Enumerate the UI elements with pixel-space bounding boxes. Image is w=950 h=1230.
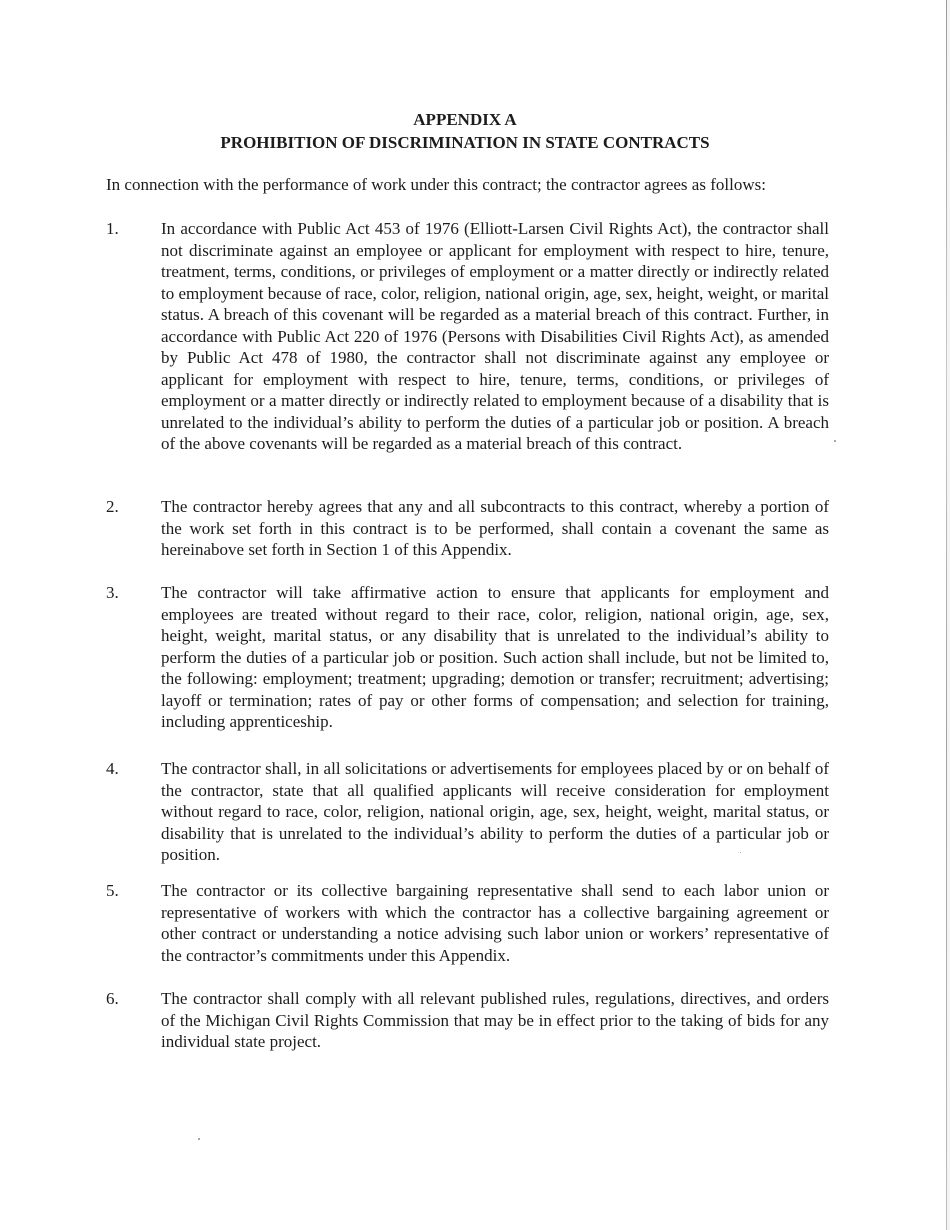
item-text: The contractor hereby agrees that any and all subcontracts to this contract, whereby a portion of the work set forth in this contract is to be performed, shall contain a covenant the same as hereinabove set forth in Section 1 of this Appendix. <box>161 497 829 559</box>
scan-speck <box>198 1138 200 1140</box>
item-number: 1. <box>106 219 119 238</box>
list-item <box>106 758 830 868</box>
list-item <box>106 496 830 566</box>
item-number: 2. <box>106 497 119 516</box>
item-text: The contractor will take affirmative action to ensure that applicants for employment and employees are treated without regard to their race, color, religion, national origin, age, sex, height, weight, marital status, or any disability that is unrelated to the individual’s ability to perform the duties of a particular job or position. Such action shall include, but not be limited to, the following: employment; treatment; upgrading; demotion or transfer; recruitment; advertising; layoff or termination; rates of pay or other forms of compensation; and selection for training, including apprenticeship. <box>161 583 829 731</box>
list-item <box>106 218 830 478</box>
item-text: The contractor shall comply with all relevant published rules, regulations, directives, and orders of the Michigan Civil Rights Commission that may be in effect prior to the taking of bids for any individual state project. <box>161 989 829 1051</box>
item-number: 4. <box>106 759 119 778</box>
list-item <box>106 880 830 972</box>
scan-edge-line <box>946 0 947 1230</box>
item-number: 5. <box>106 881 119 900</box>
list-item <box>106 582 830 742</box>
item-number: 3. <box>106 583 119 602</box>
item-text: The contractor shall, in all solicitations or advertisements for employees placed by or on behalf of the contractor, state that all qualified applicants will receive consideration for employment without regard to race, color, religion, national origin, age, sex, height, weight, marital status, or disability that is unrelated to the individual’s ability to perform the duties of a particular job or position. <box>161 759 829 864</box>
intro-paragraph: In connection with the performance of work under this contract; the contractor agrees as follows: <box>106 175 766 194</box>
item-number: 6. <box>106 989 119 1008</box>
scan-speck <box>834 440 836 442</box>
appendix-heading: APPENDIX A <box>413 110 517 129</box>
scan-speck <box>740 852 741 853</box>
item-text: The contractor or its collective bargaining representative shall send to each labor union or representative of workers with which the contractor has a collective bargaining agreement or other contract or understanding a notice advising such labor union or workers’ representative of the contractor’s commitments under this Appendix. <box>161 881 829 965</box>
item-text: In accordance with Public Act 453 of 1976 (Elliott-Larsen Civil Rights Act), the contractor shall not discriminate against an employee or applicant for employment with respect to hire, tenure, treatment, terms, conditions, or privileges of employment or a matter directly or indirectly related to employment because of race, color, religion, national origin, age, sex, height, weight, or marital status. A breach of this covenant will be regarded as a material breach of this contract. Further, in accordance with Public Act 220 of 1976 (Persons with Disabilities Civil Rights Act), as amended by Public Act 478 of 1980, the contractor shall not discriminate against any employee or applicant for employment with respect to hire, tenure, terms, conditions, or privileges of employment or a matter directly or indirectly related to employment because of a disability that is unrelated to the individual’s ability to perform the duties of a particular job or position. A breach of the above covenants will be regarded as a material breach of this contract. <box>161 219 829 453</box>
list-item <box>106 988 830 1058</box>
title-block <box>0 108 930 154</box>
appendix-subheading: PROHIBITION OF DISCRIMINATION IN STATE CONTRACTS <box>220 133 710 152</box>
